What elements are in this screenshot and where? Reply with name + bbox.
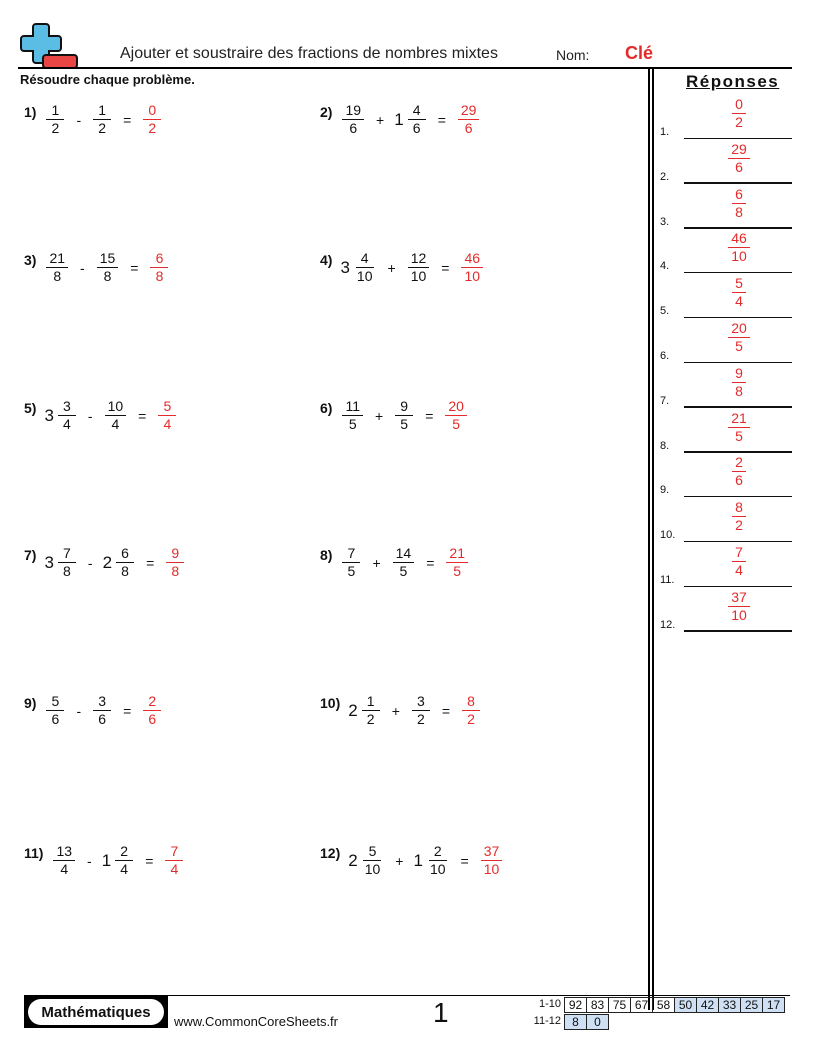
answer-fraction bbox=[460, 693, 482, 728]
answer-fraction bbox=[724, 410, 754, 445]
score-row-label: 11-12 bbox=[533, 1015, 561, 1027]
fraction bbox=[393, 398, 415, 433]
answer-denominator: 10 bbox=[731, 606, 747, 623]
numerator: 6 bbox=[116, 545, 134, 563]
numerator: 4 bbox=[356, 250, 374, 268]
answer-fraction bbox=[724, 499, 754, 534]
fraction bbox=[406, 250, 432, 285]
fraction bbox=[56, 545, 78, 580]
fraction bbox=[51, 843, 77, 878]
fraction bbox=[91, 102, 113, 137]
score-cell: 17 bbox=[762, 997, 785, 1013]
fraction bbox=[391, 545, 417, 580]
answer-fraction bbox=[724, 186, 754, 221]
problem-number: 1) bbox=[24, 103, 37, 120]
problem-number: 11) bbox=[24, 844, 44, 861]
problem-10 bbox=[320, 693, 482, 728]
denominator: 8 bbox=[63, 563, 71, 579]
site-url: www.CommonCoreSheets.fr bbox=[174, 1014, 338, 1029]
fraction bbox=[340, 545, 362, 580]
fraction bbox=[103, 398, 129, 433]
answer-fraction bbox=[724, 141, 754, 176]
problem-2 bbox=[320, 102, 481, 137]
fraction bbox=[410, 693, 432, 728]
score-cell: 0 bbox=[586, 1014, 609, 1030]
problem-number: 4) bbox=[320, 251, 333, 268]
denominator: 4 bbox=[63, 416, 71, 432]
denominator: 6 bbox=[51, 711, 60, 727]
answer-denominator: 5 bbox=[453, 563, 462, 579]
operator: - bbox=[76, 702, 82, 719]
operator: + bbox=[391, 702, 400, 719]
numerator: 1 bbox=[46, 102, 64, 120]
answer-fraction bbox=[724, 275, 754, 310]
problem-number: 8) bbox=[320, 546, 333, 563]
problem-number: 10) bbox=[320, 694, 341, 711]
answer-numerator: 37 bbox=[728, 589, 750, 607]
header-divider bbox=[18, 67, 792, 69]
operator: - bbox=[76, 111, 82, 128]
answer-row-4 bbox=[660, 228, 792, 273]
fraction bbox=[91, 693, 113, 728]
fraction bbox=[352, 250, 378, 285]
whole-number: 2 bbox=[348, 850, 358, 870]
equals-sign: = bbox=[138, 407, 147, 424]
score-cell: 42 bbox=[696, 997, 719, 1013]
denominator: 2 bbox=[51, 120, 60, 136]
problem-5 bbox=[24, 398, 178, 433]
problem-7 bbox=[24, 545, 186, 580]
fraction bbox=[44, 102, 66, 137]
whole-number: 3 bbox=[44, 405, 54, 425]
problem-number: 9) bbox=[24, 694, 37, 711]
numerator: 13 bbox=[53, 843, 75, 861]
answer-fraction bbox=[141, 102, 163, 137]
answer-numerator: 21 bbox=[446, 545, 468, 563]
whole-number: 1 bbox=[101, 850, 112, 870]
fraction bbox=[113, 843, 135, 878]
answer-numerator: 8 bbox=[732, 499, 746, 517]
operator: - bbox=[87, 554, 93, 571]
answer-numerator: 46 bbox=[728, 230, 750, 248]
answer-fraction bbox=[456, 102, 482, 137]
answer-denominator: 4 bbox=[735, 562, 743, 578]
denominator: 6 bbox=[349, 120, 358, 136]
answer-denominator: 5 bbox=[735, 338, 743, 354]
answer-numerator: 29 bbox=[458, 102, 480, 120]
equals-sign: = bbox=[460, 852, 469, 869]
answer-numerator: 2 bbox=[732, 454, 746, 472]
denominator: 2 bbox=[366, 711, 375, 727]
answer-denominator: 4 bbox=[163, 416, 172, 432]
answer-fraction bbox=[148, 250, 170, 285]
answer-numerator: 0 bbox=[143, 102, 161, 120]
fraction bbox=[406, 102, 428, 137]
answer-denominator: 6 bbox=[464, 120, 473, 136]
name-value: Clé bbox=[625, 43, 654, 63]
answer-label: 5. bbox=[660, 305, 670, 318]
denominator: 5 bbox=[399, 563, 408, 579]
problem-4 bbox=[320, 250, 485, 285]
answer-numerator: 5 bbox=[158, 398, 176, 416]
numerator: 19 bbox=[342, 102, 364, 120]
operator: - bbox=[87, 852, 92, 869]
denominator: 10 bbox=[410, 268, 427, 284]
answer-fraction bbox=[724, 96, 754, 131]
numerator: 15 bbox=[97, 250, 119, 268]
whole-number: 3 bbox=[44, 552, 54, 572]
page-number: 1 bbox=[433, 997, 449, 1028]
answer-row-1 bbox=[660, 94, 792, 139]
operator: + bbox=[395, 852, 404, 869]
answer-row-3 bbox=[660, 184, 792, 229]
answer-numerator: 9 bbox=[732, 365, 746, 383]
numerator: 10 bbox=[105, 398, 127, 416]
operator: - bbox=[87, 407, 93, 424]
answer-label: 7. bbox=[660, 394, 670, 407]
answer-numerator: 20 bbox=[445, 398, 467, 416]
answer-denominator: 5 bbox=[735, 427, 743, 444]
numerator: 11 bbox=[342, 398, 363, 416]
score-cell: 58 bbox=[652, 997, 675, 1013]
answer-label: 3. bbox=[660, 215, 670, 228]
fraction bbox=[114, 545, 136, 580]
denominator: 4 bbox=[111, 416, 120, 432]
answer-numerator: 2 bbox=[143, 693, 161, 711]
answer-line bbox=[684, 630, 792, 632]
numerator: 3 bbox=[93, 693, 111, 711]
denominator: 10 bbox=[356, 268, 373, 284]
score-cell: 50 bbox=[674, 997, 697, 1013]
equals-sign: = bbox=[426, 554, 435, 571]
answer-label: 4. bbox=[660, 260, 670, 273]
answer-fraction bbox=[724, 454, 754, 489]
numerator: 21 bbox=[46, 250, 68, 268]
numerator: 1 bbox=[93, 102, 111, 120]
footer-divider bbox=[168, 995, 790, 996]
operator: + bbox=[376, 111, 385, 128]
answer-numerator: 37 bbox=[481, 843, 503, 861]
numerator: 7 bbox=[58, 545, 76, 563]
answer-fraction bbox=[724, 544, 754, 579]
equals-sign: = bbox=[441, 259, 450, 276]
answer-denominator: 6 bbox=[735, 158, 743, 175]
answer-numerator: 6 bbox=[732, 186, 746, 204]
problem-9 bbox=[24, 693, 163, 728]
answer-label: 2. bbox=[660, 170, 670, 183]
answer-row-11 bbox=[660, 542, 792, 587]
score-cell: 25 bbox=[740, 997, 763, 1013]
problem-1 bbox=[24, 102, 163, 137]
answer-row-9 bbox=[660, 452, 792, 497]
answer-label: 8. bbox=[660, 439, 670, 452]
equals-sign: = bbox=[123, 702, 132, 719]
denominator: 4 bbox=[60, 861, 69, 877]
answer-numerator: 21 bbox=[728, 410, 750, 428]
numerator: 14 bbox=[393, 545, 415, 563]
answer-fraction bbox=[459, 250, 485, 285]
answer-denominator: 10 bbox=[464, 268, 481, 284]
problem-8 bbox=[320, 545, 470, 580]
answer-denominator: 6 bbox=[735, 472, 743, 489]
operator: - bbox=[80, 259, 85, 276]
operator: + bbox=[375, 407, 384, 424]
equals-sign: = bbox=[146, 554, 155, 571]
answer-label: 12. bbox=[660, 618, 676, 631]
answer-numerator: 7 bbox=[165, 843, 183, 861]
answer-fraction bbox=[141, 693, 163, 728]
answer-numerator: 29 bbox=[728, 141, 750, 159]
answer-numerator: 6 bbox=[150, 250, 168, 268]
problem-number: 7) bbox=[24, 546, 37, 563]
answers-title: Réponses bbox=[686, 72, 780, 91]
answer-fraction bbox=[724, 230, 754, 265]
answer-denominator: 2 bbox=[735, 517, 743, 534]
numerator: 3 bbox=[58, 398, 76, 416]
answer-numerator: 9 bbox=[166, 545, 184, 563]
answer-label: 6. bbox=[660, 350, 670, 362]
answer-numerator: 0 bbox=[732, 96, 746, 114]
fraction bbox=[360, 843, 386, 878]
answer-row-6 bbox=[660, 318, 792, 363]
answers-divider bbox=[648, 69, 654, 1010]
score-cell: 8 bbox=[564, 1014, 587, 1030]
operator: + bbox=[372, 554, 381, 571]
equals-sign: = bbox=[425, 407, 434, 424]
problem-number: 6) bbox=[320, 399, 333, 416]
answer-fraction bbox=[163, 843, 185, 878]
whole-number: 1 bbox=[413, 850, 423, 870]
name-label: Nom: bbox=[556, 47, 590, 63]
numerator: 2 bbox=[115, 843, 133, 861]
answer-row-7 bbox=[660, 363, 792, 408]
score-cell: 67 bbox=[630, 997, 653, 1013]
answer-denominator: 4 bbox=[735, 293, 743, 310]
answer-fraction bbox=[444, 545, 470, 580]
denominator: 2 bbox=[98, 120, 107, 136]
answer-denominator: 8 bbox=[735, 382, 743, 399]
answer-fraction bbox=[724, 589, 754, 624]
score-row bbox=[528, 997, 785, 1013]
score-cell: 83 bbox=[586, 997, 609, 1013]
problem-12 bbox=[320, 843, 504, 878]
fraction bbox=[56, 398, 78, 433]
worksheet-title: Ajouter et soustraire des fractions de nombres mixtes bbox=[120, 45, 498, 62]
problem-number: 2) bbox=[320, 103, 333, 120]
score-cell: 92 bbox=[564, 997, 587, 1013]
numerator: 7 bbox=[342, 545, 360, 563]
answer-denominator: 10 bbox=[731, 248, 747, 265]
answer-denominator: 2 bbox=[467, 711, 475, 727]
answer-denominator: 6 bbox=[148, 711, 157, 727]
answer-label: 10. bbox=[660, 529, 676, 542]
answer-denominator: 4 bbox=[170, 861, 179, 877]
denominator: 5 bbox=[400, 416, 409, 432]
answer-label: 11. bbox=[660, 574, 675, 586]
answer-fraction bbox=[156, 398, 178, 433]
answer-fraction bbox=[164, 545, 186, 580]
numerator: 5 bbox=[46, 693, 64, 711]
numerator: 3 bbox=[412, 693, 430, 711]
problem-number: 5) bbox=[24, 399, 37, 416]
numerator: 12 bbox=[408, 250, 430, 268]
denominator: 6 bbox=[412, 120, 421, 136]
denominator: 2 bbox=[416, 711, 425, 727]
answer-label: 9. bbox=[660, 484, 670, 497]
answer-numerator: 46 bbox=[461, 250, 483, 268]
denominator: 8 bbox=[103, 268, 112, 284]
score-row-label: 1-10 bbox=[538, 998, 561, 1010]
fraction bbox=[44, 250, 70, 285]
fraction bbox=[360, 693, 382, 728]
answer-numerator: 5 bbox=[732, 275, 746, 293]
problem-3 bbox=[24, 250, 170, 285]
answer-denominator: 5 bbox=[452, 416, 461, 432]
score-cell: 75 bbox=[608, 997, 631, 1013]
answer-numerator: 7 bbox=[732, 544, 746, 562]
denominator: 10 bbox=[364, 861, 381, 877]
answer-row-2 bbox=[660, 139, 792, 184]
score-row bbox=[528, 1014, 609, 1030]
denominator: 10 bbox=[429, 861, 446, 877]
equals-sign: = bbox=[441, 702, 451, 719]
problem-6 bbox=[320, 398, 469, 433]
answer-denominator: 8 bbox=[735, 203, 743, 220]
answer-denominator: 8 bbox=[171, 563, 180, 579]
answer-label: 1. bbox=[660, 126, 670, 138]
denominator: 4 bbox=[120, 861, 129, 877]
score-cell: 33 bbox=[718, 997, 741, 1013]
fraction bbox=[425, 843, 451, 878]
fraction bbox=[44, 693, 66, 728]
denominator: 6 bbox=[98, 711, 107, 727]
equals-sign: = bbox=[130, 259, 139, 276]
fraction bbox=[340, 398, 365, 433]
equals-sign: = bbox=[123, 111, 132, 128]
subject-badge: Mathématiques bbox=[28, 999, 164, 1025]
answer-numerator: 20 bbox=[728, 320, 750, 338]
answer-numerator: 8 bbox=[462, 693, 480, 711]
equals-sign: = bbox=[437, 111, 446, 128]
numerator: 2 bbox=[429, 843, 447, 861]
answer-row-10 bbox=[660, 497, 792, 542]
answer-fraction bbox=[443, 398, 469, 433]
answer-fraction bbox=[724, 365, 754, 400]
answer-row-5 bbox=[660, 273, 792, 318]
fraction bbox=[340, 102, 366, 137]
problem-number: 12) bbox=[320, 844, 341, 861]
operator: + bbox=[387, 259, 396, 276]
numerator: 1 bbox=[362, 693, 380, 711]
whole-number: 2 bbox=[348, 700, 358, 720]
problem-number: 3) bbox=[24, 251, 37, 268]
denominator: 8 bbox=[121, 563, 129, 579]
answer-denominator: 2 bbox=[735, 114, 743, 130]
problem-11 bbox=[24, 843, 185, 878]
answer-denominator: 8 bbox=[155, 268, 164, 284]
numerator: 5 bbox=[363, 843, 381, 861]
fraction bbox=[95, 250, 121, 285]
whole-number: 2 bbox=[102, 552, 113, 572]
answer-denominator: 2 bbox=[148, 120, 157, 136]
numerator: 4 bbox=[408, 102, 426, 120]
plus-minus-logo-icon bbox=[20, 22, 80, 70]
instructions: Résoudre chaque problème. bbox=[20, 72, 195, 87]
whole-number: 1 bbox=[394, 109, 404, 129]
denominator: 5 bbox=[348, 416, 357, 432]
whole-number: 3 bbox=[340, 257, 350, 277]
denominator: 8 bbox=[53, 268, 62, 284]
answer-row-12 bbox=[660, 587, 792, 632]
numerator: 9 bbox=[395, 398, 413, 416]
answer-denominator: 10 bbox=[483, 861, 500, 877]
denominator: 5 bbox=[347, 563, 356, 579]
equals-sign: = bbox=[145, 852, 154, 869]
answer-row-8 bbox=[660, 408, 792, 453]
answer-fraction bbox=[479, 843, 505, 878]
answer-fraction bbox=[724, 320, 754, 355]
